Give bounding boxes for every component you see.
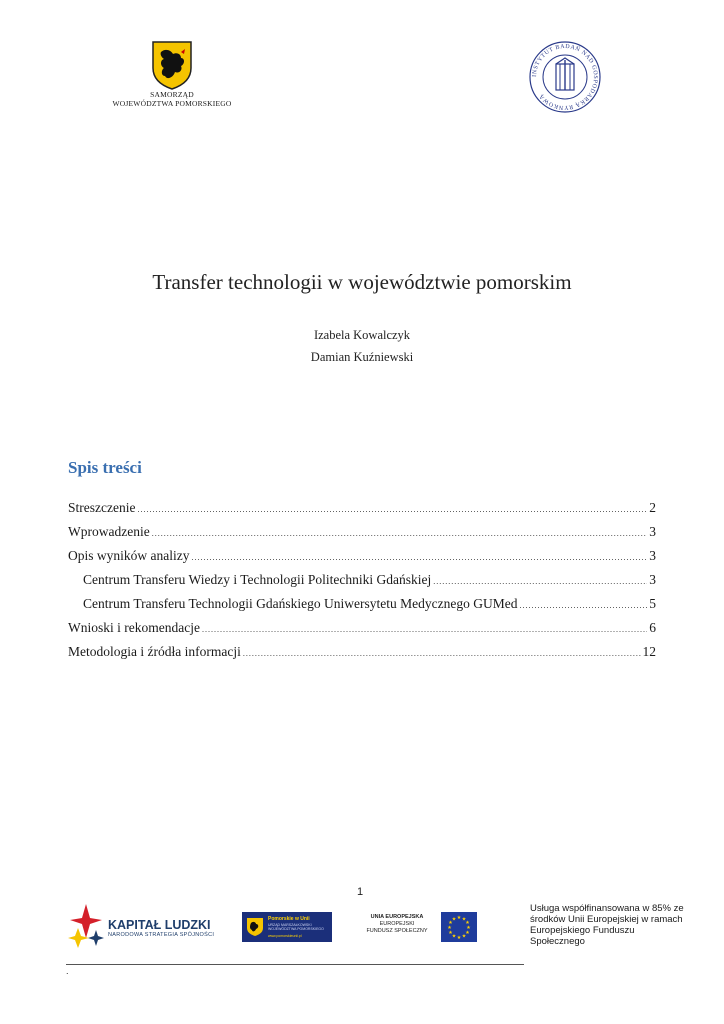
svg-text:★: ★ [451,916,457,923]
toc-entry-page: 5 [649,596,656,611]
eu-line2: EUROPEJSKI [379,921,415,927]
svg-text:★: ★ [448,920,453,926]
pomorskie-subtitle: URZĄD MARSZAŁKOWSKI WOJEWÓDZTWA POMORSKIEGO [268,923,324,931]
toc-entry[interactable] [68,644,656,668]
toc-entry-label: Wnioski i rekomendacje [68,620,200,635]
kapital-ludzki-title: KAPITAŁ LUDZKI [108,918,211,932]
toc-entry-page: 12 [642,644,656,659]
toc-entry-page: 6 [649,620,656,635]
institute-logo [528,40,602,114]
author-name: Damian Kuźniewski [310,350,414,364]
toc-entry-label: Opis wyników analizy [68,548,190,563]
pomorskie-title: Pomorskie w Unii [268,916,310,922]
institute-seal-icon [528,40,602,114]
footer-logos [66,900,526,956]
document-title: Transfer technologii w województwie pomorskim [152,270,572,294]
pomorskie-w-unii-logo [242,912,332,942]
eu-title: UNIA EUROPEJSKA [370,914,424,920]
toc-leader-dots [191,553,647,562]
toc-entry-page: 3 [649,572,656,587]
author-name: Izabela Kowalczyk [313,328,411,342]
svg-text:★: ★ [465,920,470,926]
toc-leader-dots [433,577,647,586]
toc-entry-page: 3 [649,548,656,563]
toc-entry-label: Streszczenie [68,500,136,515]
svg-text:★: ★ [451,933,457,940]
kapital-ludzki-logo [108,918,214,938]
toc-entry-label: Centrum Transferu Wiedzy i Technologii Politechniki Gdańskiej [83,572,432,587]
kapital-ludzki-star-icon [68,902,104,952]
svg-text:★: ★ [447,925,452,931]
svg-text:★: ★ [456,915,462,921]
toc-entry-label: Centrum Transferu Technologii Gdańskiego Uniwersytetu Medycznego GUMed [83,596,518,611]
svg-text:★: ★ [465,930,470,936]
toc-leader-dots [137,505,647,514]
toc-heading: Spis treści [68,458,142,477]
toc-subentry[interactable] [68,596,656,620]
page-number: 1 [357,886,364,898]
service-cofinancing-note: Usługa współfinansowana w 85% ze środków Unii Europejskiej w ramach Europejskiego Funduszu Społecznego [530,903,684,947]
toc-entry[interactable] [68,620,656,644]
toc-leader-dots [243,649,641,658]
eu-flag-icon [441,912,477,942]
samorzad-logo [108,40,236,108]
logo-caption-line2: WOJEWÓDZTWA POMORSKIEGO [112,99,232,108]
toc-leader-dots [152,529,648,538]
eu-fund-text [366,914,428,935]
toc-entry[interactable] [68,524,656,548]
eu-line3: FUNDUSZ SPOŁECZNY [366,928,428,934]
svg-text:★: ★ [466,925,471,931]
svg-text:★: ★ [461,933,467,940]
griffin-icon [246,917,264,937]
footer-divider [66,964,524,965]
svg-text:★: ★ [461,916,467,923]
toc-entry-page: 3 [649,524,656,539]
logo-caption-line1: SAMORZĄD [150,90,194,99]
seal-text: INSTYTUT BADAŃ NAD GOSPODARKĄ RYNKOWĄ [531,43,599,111]
toc-leader-dots [202,625,647,634]
svg-text:★: ★ [448,930,453,936]
pomorskie-url: www.pomorskieunii.pl [268,934,302,938]
toc-leader-dots [519,601,647,610]
toc-entry[interactable] [68,548,656,572]
table-of-contents [68,500,656,668]
footer-mark: . [66,966,69,976]
toc-entry-label: Wprowadzenie [68,524,150,539]
svg-text:★: ★ [456,935,462,941]
toc-entry[interactable] [68,500,656,524]
toc-subentry[interactable] [68,572,656,596]
toc-entry-label: Metodologia i źródła informacji [68,644,241,659]
kapital-ludzki-subtitle: NARODOWA STRATEGIA SPÓJNOŚCI [108,932,215,938]
griffin-coat-of-arms-icon [151,40,193,90]
toc-entry-page: 2 [649,500,656,515]
